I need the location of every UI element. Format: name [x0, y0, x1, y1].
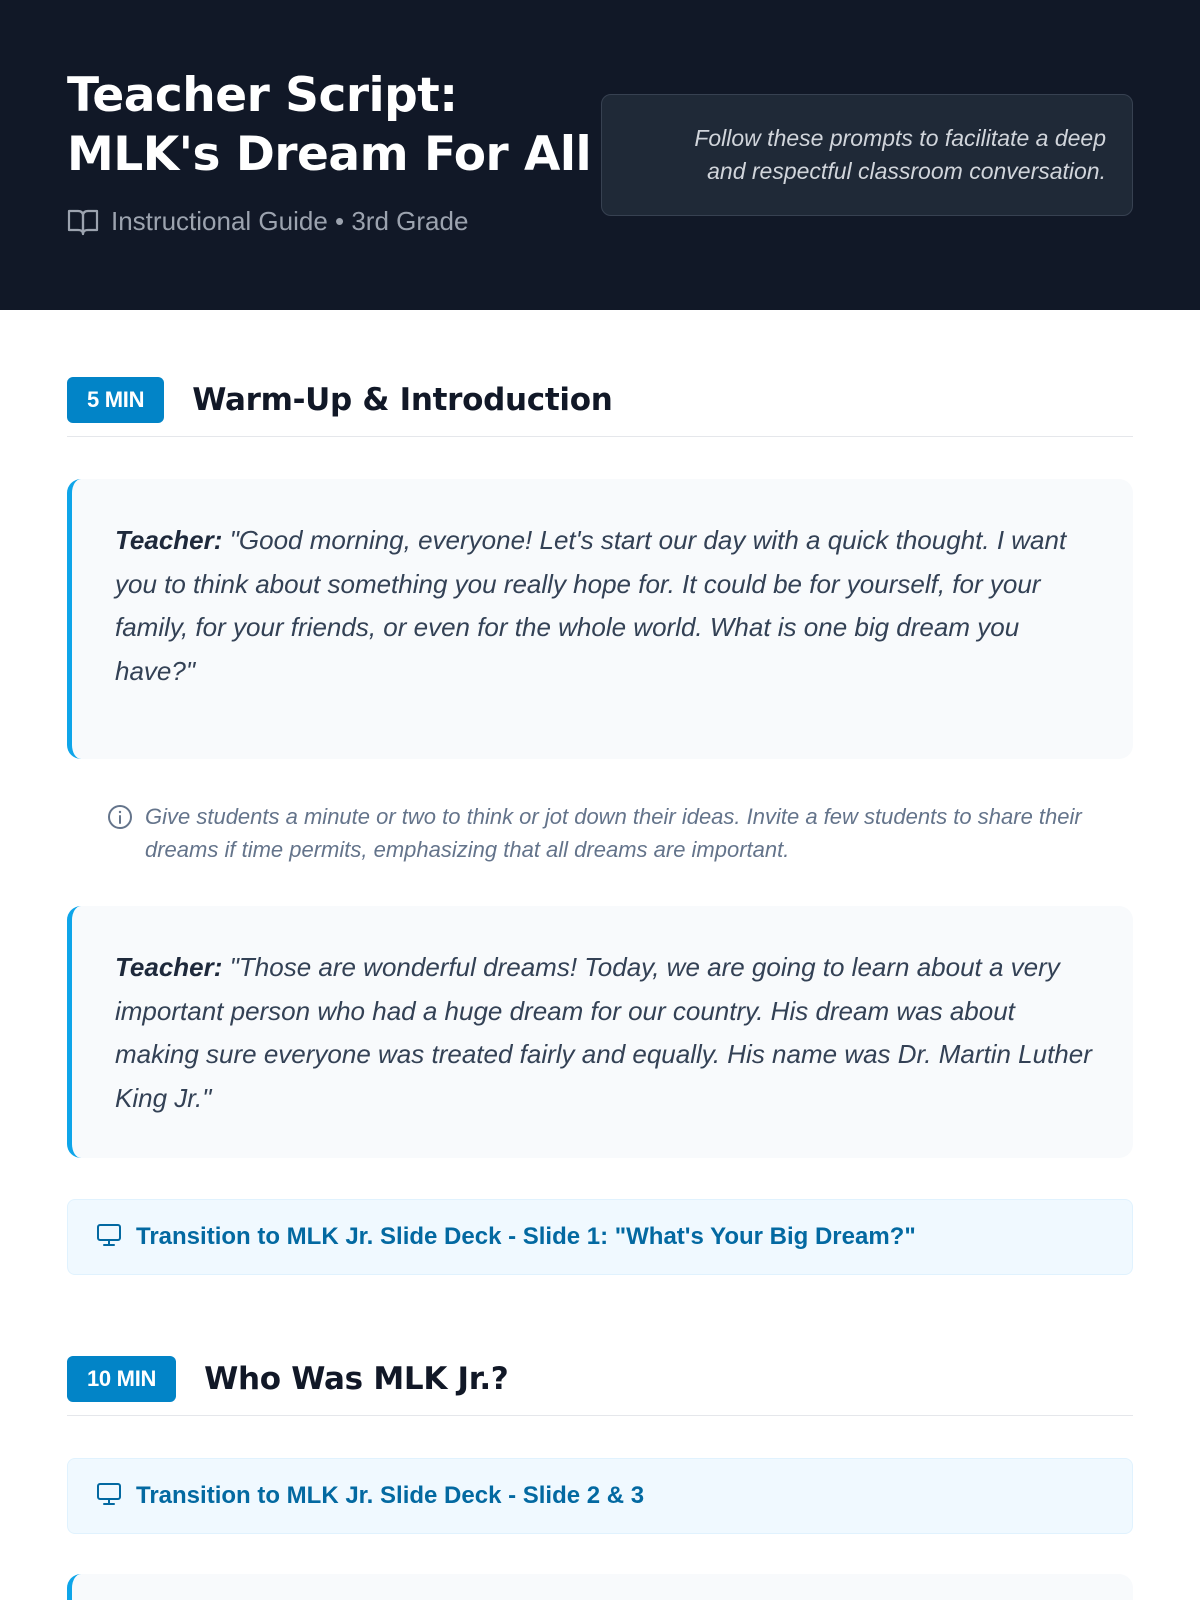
slide-transition-2 [67, 1458, 1133, 1534]
section-title: Who Was MLK Jr.? [204, 1361, 509, 1397]
page-title-line-1: Teacher Script: [67, 68, 458, 123]
teacher-script-card [67, 906, 1133, 1158]
speaker-label: Teacher: [115, 952, 223, 982]
header-callout [601, 94, 1133, 216]
callout-text [694, 122, 1106, 188]
script-quote: "Good morning, everyone! Let's start our day with a quick thought. I want you to think about something you really hope for. It could be for yourself, for your family, for your friends, or even for the whole world. What is one big dream you have?" [115, 525, 1067, 686]
monitor-icon [96, 1482, 122, 1511]
note-text: Give students a minute or two to think or jot down their ideas. Invite a few students to share their dreams if time permits, emphasizing that all dreams are important. [145, 804, 1082, 862]
script-text [115, 519, 1093, 693]
monitor-icon [96, 1223, 122, 1252]
subtitle-text: Instructional Guide • 3rd Grade [111, 206, 469, 236]
facilitator-note [107, 800, 1107, 866]
slide-transition-1 [67, 1199, 1133, 1275]
teacher-script-card [67, 1574, 1133, 1600]
time-badge: 5 MIN [67, 377, 164, 423]
script-text [115, 946, 1093, 1120]
page-header [0, 0, 1200, 310]
section-header-who-was-mlk [67, 1356, 1133, 1416]
section-title: Warm-Up & Introduction [192, 382, 613, 418]
time-badge: 10 MIN [67, 1356, 176, 1402]
speaker-label: Teacher: [115, 525, 223, 555]
section-header-warm-up [67, 377, 1133, 437]
page-title [67, 66, 607, 184]
page-subtitle [67, 206, 468, 237]
callout-line-1: Follow these prompts to facilitate a deep [694, 125, 1106, 151]
teacher-script-card [67, 479, 1133, 759]
transition-text: Transition to MLK Jr. Slide Deck - Slide 2 & 3 [136, 1482, 645, 1509]
book-open-icon [67, 208, 99, 236]
transition-text: Transition to MLK Jr. Slide Deck - Slide 1: "What's Your Big Dream?" [136, 1223, 916, 1250]
page-title-line-2: MLK's Dream For All [67, 127, 592, 182]
info-icon [107, 800, 133, 835]
script-quote: "Those are wonderful dreams! Today, we are going to learn about a very important person who had a huge dream for our country. His dream was about making sure everyone was treated fairly and equally. His name was Dr. Martin Luther King Jr." [115, 952, 1092, 1113]
callout-line-2: and respectful classroom conversation. [707, 158, 1106, 184]
